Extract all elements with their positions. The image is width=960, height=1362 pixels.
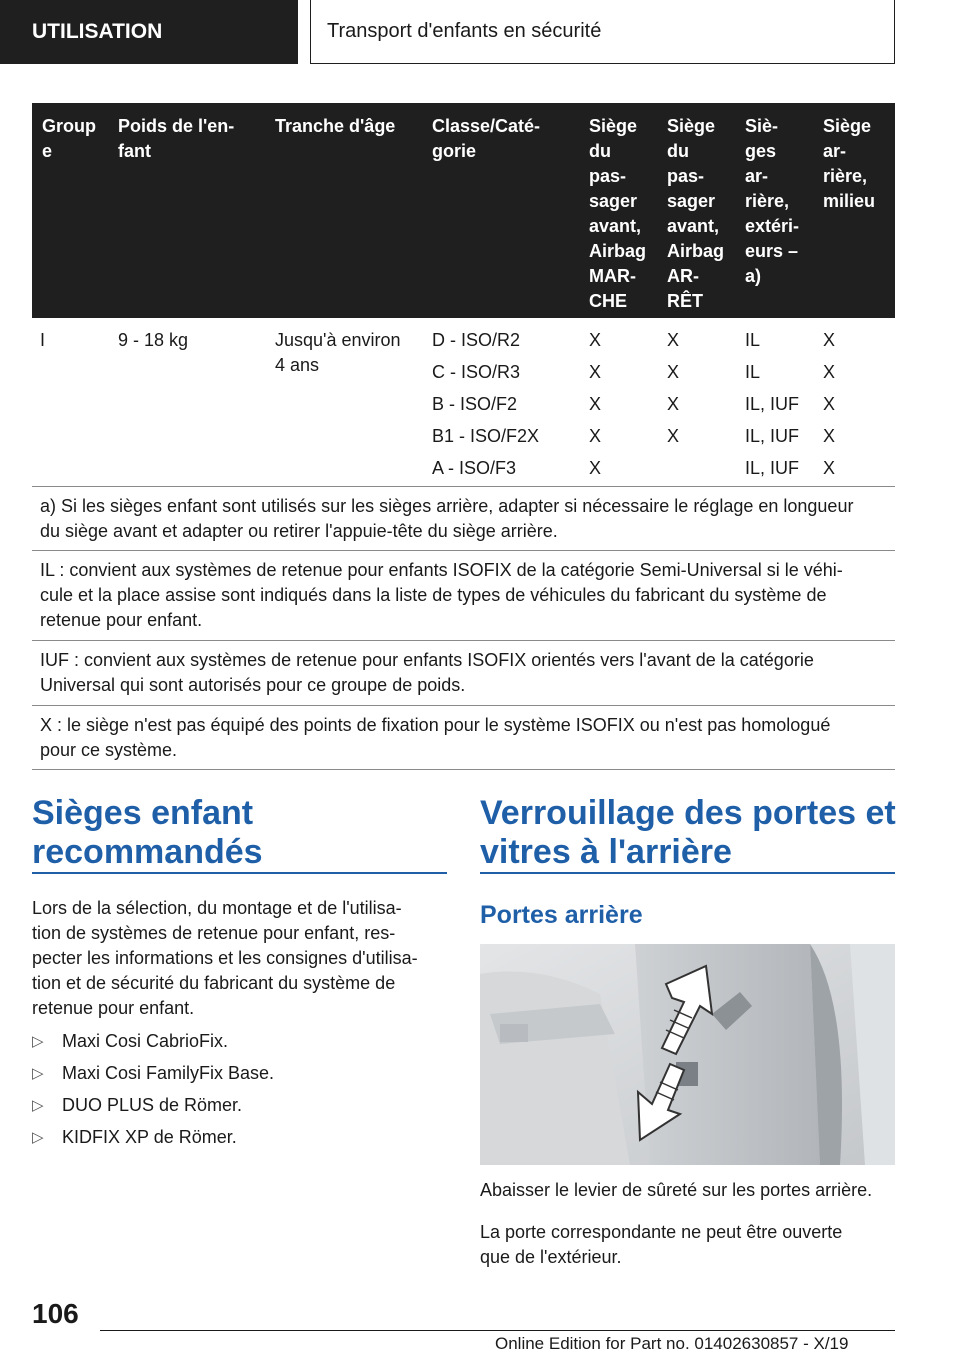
text-line: tion et de sécurité du fabricant du système de (32, 973, 396, 993)
triangle-bullet-icon: ▷ (32, 1129, 44, 1146)
header-line: ar- (745, 166, 769, 186)
section-label: UTILISATION (32, 20, 163, 43)
page-header-title (310, 0, 895, 64)
door-lock-illustration (480, 944, 895, 1165)
header-line: Siège (667, 116, 716, 136)
cell-front-on: X (589, 426, 602, 446)
note-line: cule et la place assise sont indiqués dans la liste de types de véhicules du fabricant du système de (40, 585, 827, 605)
door-paragraph (480, 1220, 900, 1270)
heading-rear-lock (480, 794, 896, 872)
note-line: X : le siège n'est pas équipé des points de fixation pour le système ISOFIX ou n'est pas homologué (40, 715, 831, 735)
cell-group: I (40, 330, 46, 350)
list-item (32, 1093, 242, 1118)
note-line: a) Si les sièges enfant sont utilisés sur les sièges arrière, adapter si nécessaire le réglage en longueur (40, 496, 854, 516)
col-header-class (432, 114, 577, 164)
text-line: tion de systèmes de retenue pour enfant, res- (32, 923, 396, 943)
header-line: pas- (589, 166, 627, 186)
chapter-title: Transport d'enfants en sécurité (327, 20, 602, 42)
header-line: Classe/Caté- (432, 116, 541, 136)
text-line: pecter les informations et les consignes d'utilisa- (32, 948, 418, 968)
cell-class: C - ISO/R3 (432, 362, 521, 382)
triangle-bullet-icon: ▷ (32, 1065, 44, 1082)
col-header-rear-middle (823, 114, 893, 214)
page-number: 106 (32, 1298, 79, 1329)
header-line: rière, (745, 191, 790, 211)
figure-caption: Abaisser le levier de sûreté sur les portes arrière. (480, 1180, 873, 1200)
note-line: IUF : convient aux systèmes de retenue pour enfants ISOFIX orientés vers l'avant de la catégorie (40, 650, 814, 670)
header-line: eurs – (745, 241, 799, 261)
heading-line: Sièges enfant (32, 794, 254, 832)
note-il (40, 558, 890, 633)
section-tab (0, 0, 298, 64)
note-x (40, 713, 890, 763)
note-iuf (40, 648, 890, 698)
list-item (32, 1061, 274, 1086)
cell-front-off: X (667, 426, 680, 446)
divider (32, 705, 895, 706)
cell-front-on: X (589, 394, 602, 414)
header-line: extéri- (745, 216, 800, 236)
header-line: Siège (589, 116, 638, 136)
col-header-weight (118, 114, 263, 164)
header-line: Poids de l'en- (118, 116, 235, 136)
cell-front-off: X (667, 394, 680, 414)
divider (32, 640, 895, 641)
header-line: gorie (432, 141, 477, 161)
table-header (32, 103, 895, 318)
table-row (432, 456, 516, 481)
list-item-text: KIDFIX XP de Römer. (62, 1127, 237, 1147)
note-line: du siège avant et adapter ou retirer l'appuie-tête du siège arrière. (40, 521, 558, 541)
heading-underline (32, 872, 447, 874)
cell-rear-middle: X (823, 362, 836, 382)
note-line: retenue pour enfant. (40, 610, 203, 630)
header-line: Siè- (745, 116, 779, 136)
footer-rule (100, 1330, 895, 1331)
header-line: rière, (823, 166, 868, 186)
cell-age (275, 328, 401, 378)
header-line: Group (42, 116, 96, 136)
cell-rear-middle: X (823, 426, 836, 446)
header-line: fant (118, 141, 151, 161)
col-header-rear-outer (745, 114, 815, 289)
col-header-group (42, 114, 110, 164)
list-item-text: Maxi Cosi CabrioFix. (62, 1031, 229, 1051)
text-line: Lors de la sélection, du montage et de l'utilisa- (32, 898, 402, 918)
header-line: milieu (823, 191, 876, 211)
note-a (40, 494, 890, 544)
header-line: du (589, 141, 611, 161)
cell-front-on: X (589, 458, 602, 478)
header-line: ar- (823, 141, 847, 161)
col-header-front-airbag-off (667, 114, 735, 314)
header-line: a) (745, 266, 762, 286)
table-row (432, 424, 539, 449)
col-header-front-airbag-on (589, 114, 657, 314)
cell-rear-middle: X (823, 394, 836, 414)
cell-rear-middle: X (823, 458, 836, 478)
heading-recommended-seats (32, 794, 263, 872)
triangle-bullet-icon: ▷ (32, 1097, 44, 1114)
note-line: IL : convient aux systèmes de retenue pour enfants ISOFIX de la catégorie Semi-Universal si le véhi- (40, 560, 843, 580)
header-line: du (667, 141, 689, 161)
triangle-bullet-icon: ▷ (32, 1033, 44, 1050)
text-line: retenue pour enfant. (32, 998, 195, 1018)
heading-line: recommandés (32, 833, 263, 871)
cell-class: D - ISO/R2 (432, 330, 521, 350)
age-line: 4 ans (275, 355, 320, 375)
heading-underline (480, 872, 895, 874)
header-line: sager (589, 191, 638, 211)
cell-front-off: X (667, 330, 680, 350)
header-line: e (42, 141, 53, 161)
header-line: AR- (667, 266, 699, 286)
heading-line: Verrouillage des portes et (480, 794, 896, 832)
cell-class: B - ISO/F2 (432, 394, 518, 414)
age-line: Jusqu'à environ (275, 330, 401, 350)
cell-class: B1 - ISO/F2X (432, 426, 540, 446)
edition-text: Online Edition for Part no. 01402630857 - X/19 (495, 1334, 849, 1353)
header-line: Airbag (667, 241, 725, 261)
list-item-text: DUO PLUS de Römer. (62, 1095, 243, 1115)
heading-line: vitres à l'arrière (480, 833, 732, 871)
header-line: sager (667, 191, 716, 211)
header-line: CHE (589, 291, 628, 311)
note-line: pour ce système. (40, 740, 178, 760)
header-line: Siège (823, 116, 872, 136)
cell-rear-middle: X (823, 330, 836, 350)
divider (32, 550, 895, 551)
cell-weight: 9 - 18 kg (118, 330, 189, 350)
header-line: avant, (667, 216, 720, 236)
list-item (32, 1125, 237, 1150)
intro-paragraph (32, 896, 452, 1021)
cell-rear-outer: IL (745, 362, 761, 382)
header-line: avant, (589, 216, 642, 236)
table-row (432, 392, 517, 417)
header-line: Tranche d'âge (275, 116, 396, 136)
cell-front-off: X (667, 362, 680, 382)
divider (32, 769, 895, 770)
cell-front-on: X (589, 362, 602, 382)
header-line: ges (745, 141, 777, 161)
cell-rear-outer: IL (745, 330, 761, 350)
divider (32, 486, 895, 487)
header-line: Airbag (589, 241, 647, 261)
note-line: Universal qui sont autorisés pour ce groupe de poids. (40, 675, 466, 695)
header-line: MAR- (589, 266, 636, 286)
cell-front-on: X (589, 330, 602, 350)
text-line: que de l'extérieur. (480, 1247, 622, 1267)
header-line: RÊT (667, 291, 703, 311)
list-item (32, 1029, 228, 1054)
cell-class: A - ISO/F3 (432, 458, 517, 478)
col-header-age (275, 114, 420, 139)
table-row (432, 360, 520, 385)
cell-rear-outer: IL, IUF (745, 394, 800, 414)
cell-rear-outer: IL, IUF (745, 426, 800, 446)
table-row (432, 328, 520, 353)
text-line: La porte correspondante ne peut être ouverte (480, 1222, 843, 1242)
cell-rear-outer: IL, IUF (745, 458, 800, 478)
subheading-rear-doors: Portes arrière (480, 901, 643, 929)
list-item-text: Maxi Cosi FamilyFix Base. (62, 1063, 275, 1083)
header-line: pas- (667, 166, 705, 186)
